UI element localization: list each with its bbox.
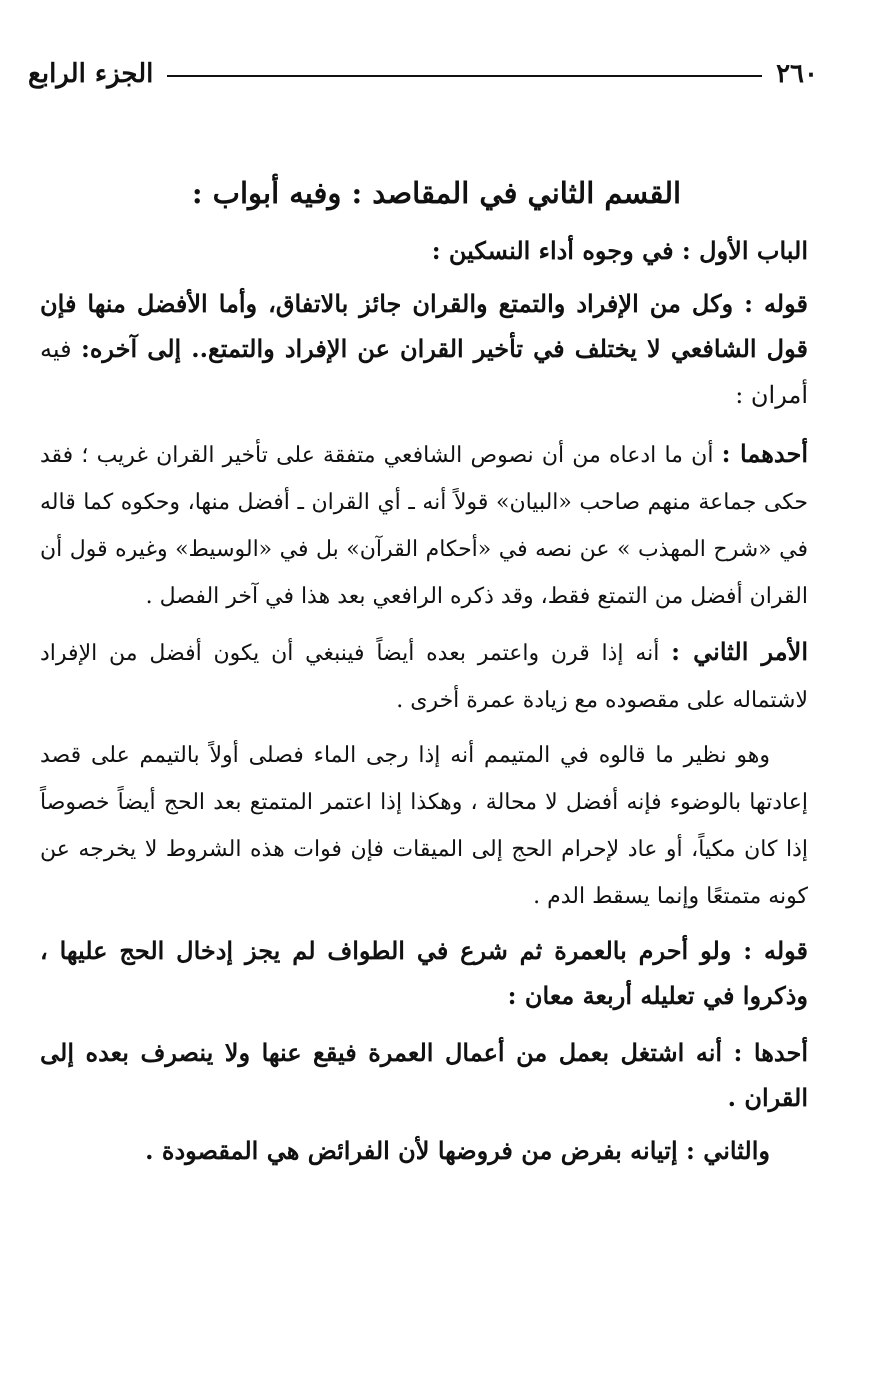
paragraph-6: أحدها : أنه اشتغل بعمل من أعمال العمرة فيقع عنها ولا ينصرف بعده إلى القران . [40, 1038, 808, 1112]
section-heading: القسم الثاني في المقاصد : وفيه أبواب : [191, 176, 682, 210]
paragraph-5: قوله : ولو أحرم بالعمرة ثم شرع في الطواف لم يجز إدخال الحج عليها ، وذكروا في تعليله أربعة معان : [40, 936, 808, 1010]
paragraph-2 [40, 430, 808, 620]
paragraph-3-lead: الأمر الثاني : [671, 637, 808, 666]
paragraph-1-lead: قوله : وكل من الإفراد والتمتع والقران جائز بالاتفاق، وأما الأفضل منها فإن قول الشافعي لا يختلف في تأخير القران عن الإفراد والتمتع.. إلى آخره: [40, 289, 808, 363]
paragraph-2-lead: أحدهما : [721, 439, 808, 468]
paragraph-1-tail: فيه أمران : [40, 335, 808, 409]
body-text [40, 228, 808, 1173]
paragraph-3-text: أنه إذا قرن واعتمر بعده أيضاً فينبغي أن يكون أفضل من الإفراد لاشتماله على مقصوده مع زيادة عمرة أخرى . [40, 641, 808, 713]
paragraph-2-text: أن ما ادعاه من أن نصوص الشافعي متفقة على تأخير القران غريب ؛ فقد حكى جماعة منهم صاحب «البيان» قولاً أنه ـ أي القران ـ أفضل منها، وحكوه كما قاله في «شرح المهذب » عن نصه في «أحكام القرآن» بل في «الوسيط» وغيره قول أن القران أفضل من التمتع فقط، وقد ذكره الرافعي بعد هذا في آخر الفصل . [40, 443, 808, 609]
paragraph-4: وهو نظير ما قالوه في المتيمم أنه إذا رجى الماء فصلى أولاً بالتيمم على قصد إعادتها بالوضوء فإنه أفضل لا محالة ، وهكذا إذا اعتمر المتمتع بعد الحج أيضاً خصوصاً إذا كان مكياً، أو عاد لإحرام الحج إلى الميقات فإن فوات هذه الشروط لا يخرجه عن كونه متمتعًا وإنما يسقط الدم . [40, 743, 808, 909]
running-header [28, 52, 818, 96]
page-number: ٢٦٠ [776, 59, 818, 89]
paragraph-3 [40, 628, 808, 724]
chapter-heading: الباب الأول : في وجوه أداء النسكين : [431, 236, 808, 265]
volume-title: الجزء الرابع [28, 59, 154, 89]
header-rule [167, 75, 762, 77]
paragraph-7: والثاني : إتيانه بفرض من فروضها لأن الفرائض هي المقصودة . [145, 1136, 770, 1165]
paragraph-1 [40, 281, 808, 418]
